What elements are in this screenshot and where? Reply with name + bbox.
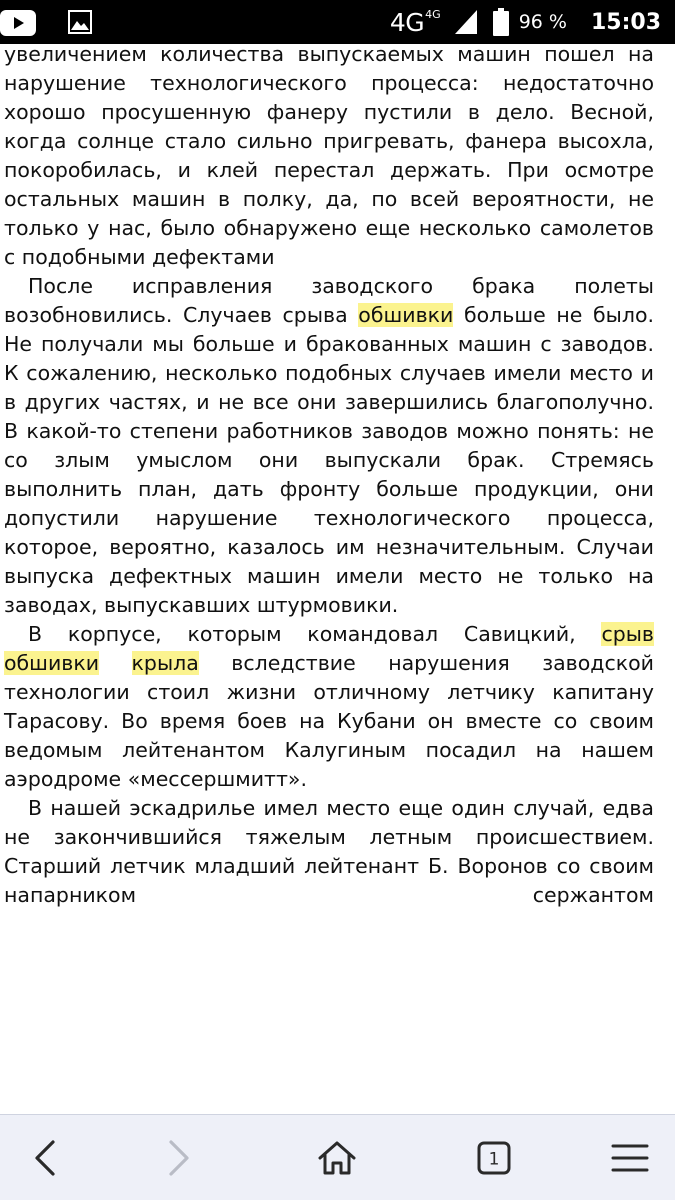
tab-count: 1: [488, 1149, 500, 1170]
home-icon: [317, 1140, 357, 1176]
bottom-navigation-bar: [0, 1114, 675, 1200]
chevron-right-icon: [167, 1140, 191, 1176]
paragraph-text: В корпусе, которым командовал Савицкий,: [28, 622, 602, 646]
network-type: 4G: [389, 7, 425, 37]
network-type-sup: 4G: [425, 7, 441, 21]
paragraph-3: [4, 620, 654, 794]
status-bar: [0, 0, 675, 44]
battery-percent: 96 %: [518, 11, 567, 33]
paragraph-text: вследствие нарушения заводской технологии стоил жизни отличному летчику капитану Тарасову. Во время боев на Кубани он вместе со своим ведомым лейтенантом Калугиным посадил на нашем аэродроме «мессершмитт».: [4, 651, 654, 791]
chevron-left-icon: [33, 1140, 57, 1176]
paragraph-text: больше не было. Не получали мы больше и бракованных машин с заводов. К сожалению, несколько подобных случаев имели место и в других частях, и не все они завершились благополучно. В какой-то степени работников заводов можно понять: не со злым умыслом они выпускали брак. Стремясь выполнить план, дать фронту больше продукции, они допустили нарушение технологического процесса, которое, вероятно, казалось им незначительным. Случаи выпуска дефектных машин имели место не только на заводах, выпускавших штурмовики.: [4, 303, 655, 617]
signal-icon: [453, 8, 479, 36]
system-indicators: [390, 0, 661, 44]
image-icon: [68, 10, 92, 38]
tabs-button[interactable]: [454, 1115, 534, 1200]
hamburger-menu-icon: [611, 1143, 649, 1173]
youtube-icon: [0, 10, 36, 40]
forward-button[interactable]: [139, 1115, 219, 1200]
paragraph-2: [4, 272, 654, 620]
search-highlight: обшивки: [4, 651, 100, 675]
menu-button[interactable]: [590, 1115, 670, 1200]
paragraph-text: После исправления заводского брака полеты возобновились. Случаев срыва: [4, 274, 654, 327]
space: [99, 651, 131, 675]
paragraph-4: [4, 794, 654, 910]
paragraph-text: В нашей эскадрилье имел место еще один случай, едва не закончившийся тяжелым летным происшествием. Старший летчик младший лейтенант Б. Воронов со своим напарником сержантом: [4, 796, 654, 907]
search-highlight: срыв: [601, 622, 654, 646]
paragraph-1: [4, 40, 654, 272]
tabs-icon: [476, 1140, 512, 1176]
battery-icon: [493, 8, 509, 36]
article-body: [4, 40, 654, 910]
search-highlight: крыла: [131, 651, 199, 675]
back-button[interactable]: [5, 1115, 85, 1200]
search-highlight: обшивки: [358, 303, 454, 327]
paragraph-text: увеличением количества выпускаемых машин пошел на нарушение технологического процесса: недостаточно хорошо просушенную фанеру пустили в дело. Весной, когда солнце стало сильно пригревать, фанера высохла, покоробилась, и клей перестал держать. При осмотре остальных машин в полку, да, по всей вероятности, не только у нас, было обнаружено еще несколько самолетов с подобными дефектами: [4, 42, 654, 269]
clock: 15:03: [590, 9, 661, 35]
home-button[interactable]: [297, 1115, 377, 1200]
